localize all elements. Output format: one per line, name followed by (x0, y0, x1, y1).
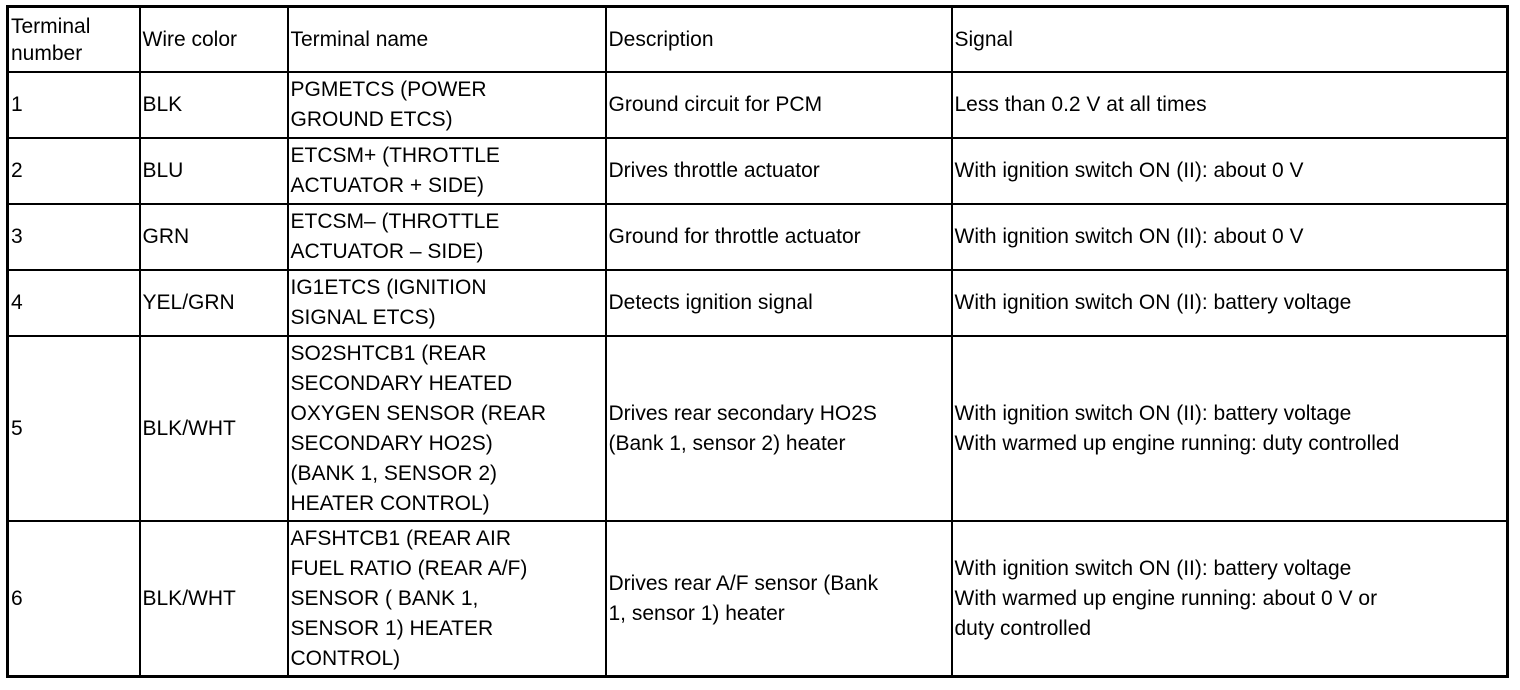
description-cell: Drives rear secondary HO2S (Bank 1, sensor 2) heater (606, 336, 952, 521)
header-terminal-name: Terminal name (288, 7, 606, 73)
table-row (8, 521, 1508, 677)
wire-color-cell: YEL/GRN (140, 270, 288, 336)
description-cell: Detects ignition signal (606, 270, 952, 336)
table-row (8, 204, 1508, 270)
description-cell: Drives throttle actuator (606, 138, 952, 204)
description-cell: Drives rear A/F sensor (Bank 1, sensor 1) heater (606, 521, 952, 677)
terminal-name-cell: PGMETCS (POWER GROUND ETCS) (288, 72, 606, 138)
terminal-number-cell: 3 (8, 204, 140, 270)
description-cell: Ground circuit for PCM (606, 72, 952, 138)
terminal-name-cell: ETCSM– (THROTTLE ACTUATOR – SIDE) (288, 204, 606, 270)
signal-cell: With ignition switch ON (II): battery voltage With warmed up engine running: about 0 V or duty controlled (952, 521, 1508, 677)
signal-cell: With ignition switch ON (II): about 0 V (952, 204, 1508, 270)
terminal-table (6, 5, 1509, 678)
wire-color-cell: GRN (140, 204, 288, 270)
wire-color-cell: BLK/WHT (140, 336, 288, 521)
terminal-number-cell: 2 (8, 138, 140, 204)
header-signal: Signal (952, 7, 1508, 73)
table-row (8, 270, 1508, 336)
signal-cell: Less than 0.2 V at all times (952, 72, 1508, 138)
terminal-number-cell: 5 (8, 336, 140, 521)
wire-color-cell: BLK (140, 72, 288, 138)
terminal-name-cell: IG1ETCS (IGNITION SIGNAL ETCS) (288, 270, 606, 336)
terminal-number-cell: 1 (8, 72, 140, 138)
table-row (8, 72, 1508, 138)
description-cell: Ground for throttle actuator (606, 204, 952, 270)
terminal-number-cell: 6 (8, 521, 140, 677)
wire-color-cell: BLU (140, 138, 288, 204)
signal-cell: With ignition switch ON (II): about 0 V (952, 138, 1508, 204)
table-row (8, 336, 1508, 521)
terminal-name-cell: ETCSM+ (THROTTLE ACTUATOR + SIDE) (288, 138, 606, 204)
header-description: Description (606, 7, 952, 73)
signal-cell: With ignition switch ON (II): battery voltage With warmed up engine running: duty controlled (952, 336, 1508, 521)
signal-cell: With ignition switch ON (II): battery voltage (952, 270, 1508, 336)
header-terminal-number: Terminal number (8, 7, 140, 73)
header-row (8, 7, 1508, 73)
terminal-name-cell: AFSHTCB1 (REAR AIR FUEL RATIO (REAR A/F) SENSOR ( BANK 1, SENSOR 1) HEATER CONTROL) (288, 521, 606, 677)
terminal-name-cell: SO2SHTCB1 (REAR SECONDARY HEATED OXYGEN SENSOR (REAR SECONDARY HO2S) (BANK 1, SENSOR 2) HEATER CONTROL) (288, 336, 606, 521)
wire-color-cell: BLK/WHT (140, 521, 288, 677)
terminal-number-cell: 4 (8, 270, 140, 336)
header-wire-color: Wire color (140, 7, 288, 73)
table-row (8, 138, 1508, 204)
